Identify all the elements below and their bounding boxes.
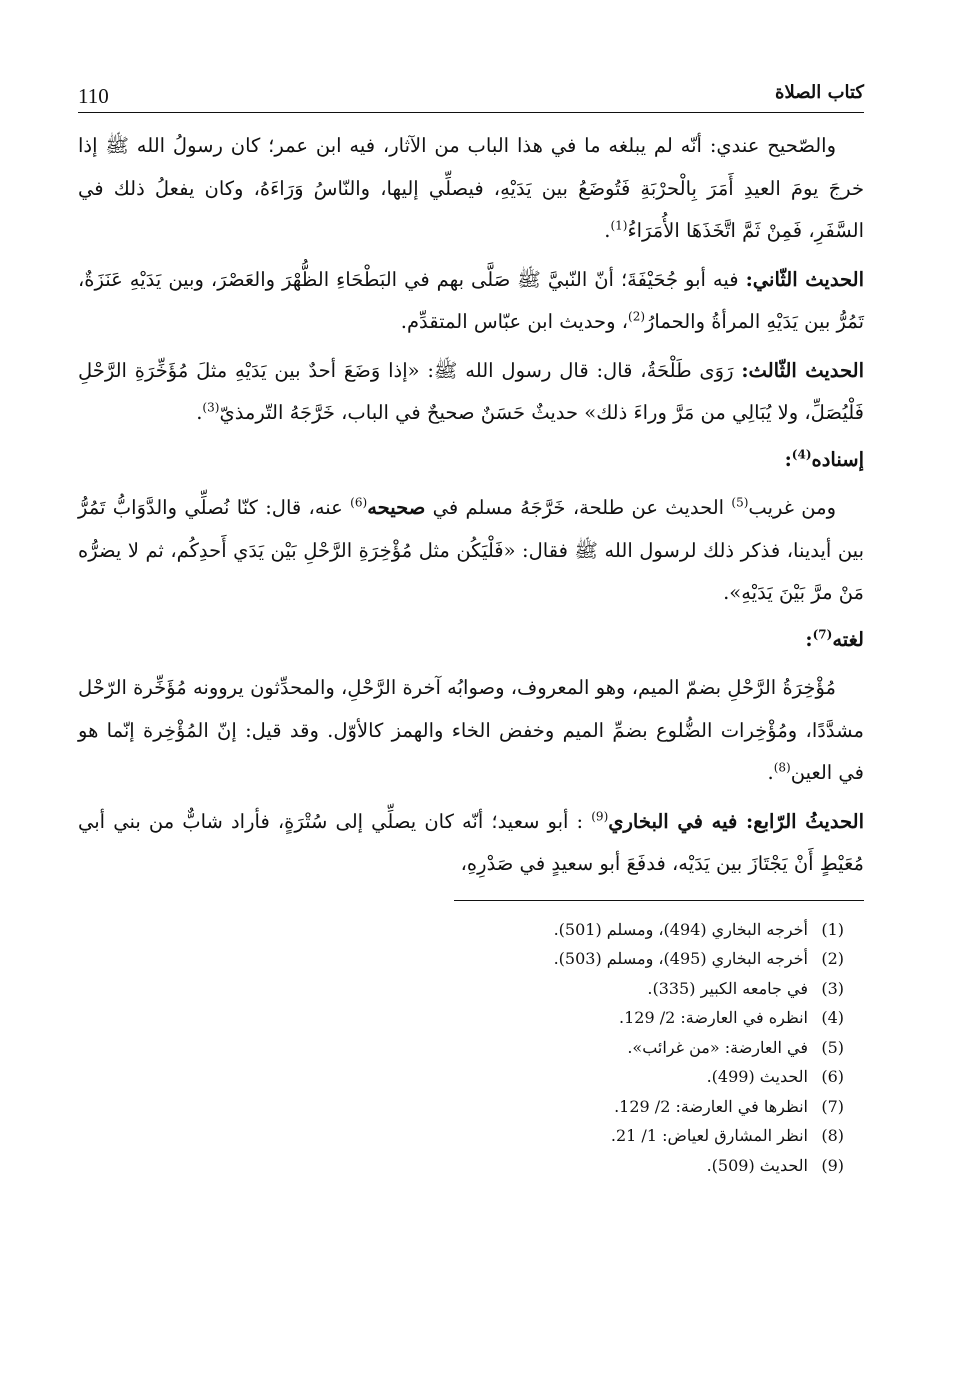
footnote-ref-2: (2) [628, 309, 646, 324]
footnote-text: انظر المشارق لعياض: 1/ 21. [610, 1126, 808, 1145]
paragraph-3-end: . [196, 401, 203, 424]
running-title: كتاب الصلاة [775, 82, 864, 103]
footnote-number: (9) [821, 1155, 844, 1175]
section-heading-lugha [78, 619, 864, 662]
footnote-ref-6: (6) [350, 495, 368, 510]
paragraph-5-text: مُؤْخِرَةُ الرَّحْلِ بضمّ الميم، وهو المعروف، وصوابُه آخرة الرَّحْلِ، والمحدِّثون يروونه مُؤَخِّرة الرّحْل مشدَّدًا، ومُؤْخِرات الضُّلوع بضمِّ الميم وخفض الخاء والهمز كالأوّل. وقد قيل: إنّ المُؤْخِرة إنّما هو في العين [78, 676, 864, 784]
lugha-label: لغته [832, 627, 864, 651]
footnote-ref-9: (9) [591, 809, 609, 823]
footnote-text: الحديث (499). [706, 1067, 808, 1086]
footnote-text: أخرجه البخاري (494)، ومسلم (501). [553, 919, 808, 939]
footnote-number: (3) [821, 978, 844, 998]
main-text [78, 125, 864, 886]
lugha-colon: : [805, 627, 813, 651]
paragraph-2 [78, 259, 864, 344]
footnote-number: (6) [821, 1067, 844, 1086]
footnote [78, 1033, 844, 1063]
footnote-text: في العارضة: «من غرائب». [627, 1037, 808, 1057]
footnote-ref-1: (1) [610, 218, 628, 233]
footnote-text: أخرجه البخاري (495)، ومسلم (503). [553, 949, 808, 968]
footnote-number: (8) [821, 1126, 844, 1145]
footnote [78, 1092, 844, 1122]
paragraph-4 [78, 487, 864, 615]
paragraph-1-text: والصّحيح عندي: أنّه لم يبلغه ما في هذا الباب من الآثار، فيه ابن عمر؛ كان رسولُ الله ﷺ إذا خرجَ يومَ العيدِ أَمَرَ بِالْحرْبَةِ فَتُوضَعُ بين يَدَيْهِ، فيصلِّي إليها، والنّاسُ وَرَاءَهُ، وكان يفعلُ ذلك في السَّفَرِ، فَمِنْ ثَمَّ اتَّخَذَهَا الأُمَرَاءُ [78, 134, 864, 242]
book-page [78, 78, 864, 1338]
footnote [78, 1151, 844, 1181]
footnote-text: في جامعه الكبير (335). [647, 978, 808, 998]
isnad-label: إسناده [811, 447, 864, 471]
paragraph-3 [78, 350, 864, 435]
hadith-3-label: الحديث الثّالث: [741, 358, 864, 382]
footnote-text: انظرها في العارضة: 2/ 129. [614, 1096, 808, 1116]
footnotes-list [78, 915, 864, 1181]
paragraph-1 [78, 125, 864, 253]
footnote [78, 1121, 844, 1151]
footnote [78, 944, 844, 974]
paragraph-1-end: . [604, 219, 611, 242]
footnote-number: (5) [821, 1037, 844, 1057]
footnote [78, 915, 844, 945]
page-header [78, 78, 864, 113]
paragraph-6 [78, 801, 864, 886]
paragraph-5-end: . [767, 761, 774, 784]
hadith-2-label: الحديث الثّاني: [745, 267, 865, 291]
footnote-ref-7: (7) [812, 627, 833, 641]
footnote-ref-8: (8) [773, 760, 791, 775]
footnote [78, 1003, 844, 1033]
paragraph-6-text: : أبو سعيد؛ أنّه كان يصلِّي إلى سُتْرَةٍ، فأراد شابٌّ من بني أبي مُعَيْطٍ أَنْ يَجْتَازَ بين يَدَيْه، فدفَعَ أبو سعيدٍ في صَدْرِهِ، [78, 809, 864, 875]
footnote-number: (4) [821, 1008, 844, 1027]
hadith-4-label: الحديثُ الرّابع: فيه في البخاري [608, 809, 864, 833]
footnote [78, 974, 844, 1004]
footnote-ref-4: (4) [791, 447, 812, 461]
isnad-colon: : [784, 447, 792, 471]
sahih-title: صحيحه [367, 496, 426, 519]
paragraph-2-text-a: فيه أبو جُحَيْفَةَ؛ أنّ النّبيَّ ﷺ صَلَّى بهم في البَطْحَاءِ الظُّهْرَ والعَصْرَ، وبين يَدَيْهِ عَنَزَةٌ، تَمُرُّ بين يَدَيْهِ المرأةُ والحمارُ [78, 267, 864, 333]
paragraph-2-text-b: ، وحديث ابن عبّاس المتقدِّم. [400, 310, 628, 333]
footnote [78, 1062, 844, 1092]
footnote-ref-5: (5) [731, 495, 749, 510]
paragraph-4-text-b: الحديث عن طلحة، خَرَّجَهُ مسلم في [425, 496, 732, 519]
footnote-number: (1) [821, 919, 844, 939]
footnote-ref-3: (3) [202, 400, 220, 415]
footnote-number: (2) [821, 949, 844, 968]
footnote-text: انظره في العارضة: 2/ 129. [619, 1008, 808, 1027]
page-number: 110 [78, 84, 109, 108]
footnote-number: (7) [821, 1096, 844, 1116]
paragraph-3-text: رَوَى طَلْحَةُ، قال: قال رسول الله ﷺ: «إذا وَضَعَ أحدٌ بين يَدَيْهِ مثلَ مُؤَخِّرَةِ الرَّحْلِ فَلْيُصَلِّ، ولا يُبَالِي من مَرَّ وراءَ ذلك» حديثٌ حَسَنٌ صحيحٌ في الباب، خَرَّجَهُ التّرمذيّ [78, 358, 864, 424]
paragraph-4-text-c: عنه، قال: كنّا نُصلِّي والدَّوَابُّ تَمُرُّ بين أيدينا، فذكر ذلك لرسول الله ﷺ فقال: «فَلْيَكُن مثل مُؤْخِرَةِ الرَّحْلِ بَيْن يَدَي أَحدِكُم، ثم لا يضرُّه مَنْ مرَّ بَيْنَ يَدَيْهِ». [78, 496, 864, 604]
footnote-divider [454, 900, 864, 901]
footnote-text: الحديث (509). [706, 1155, 808, 1175]
paragraph-4-text-a: ومن غريب [748, 496, 837, 519]
paragraph-5 [78, 667, 864, 795]
section-heading-isnad [78, 439, 864, 482]
